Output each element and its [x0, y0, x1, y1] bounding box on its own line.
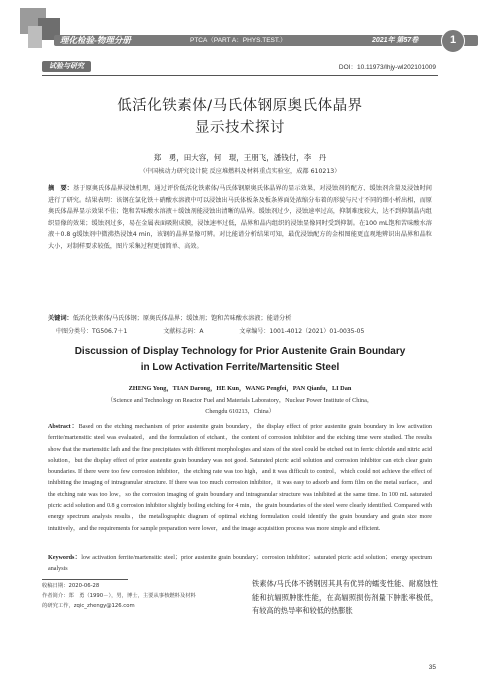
affiliation-en-line-2: Chengdu 610213，China） — [205, 408, 275, 415]
keywords-cn — [48, 313, 432, 325]
authors-en: ZHENG Yong，TIAN Darong，HE Kun，WANG Pengfei，PAN Qianfu，LI Dan — [128, 385, 352, 392]
footnote-bio-line-2: 的研究工作，zqic_zhengy@126.com — [42, 603, 135, 609]
affiliation-en-line-1: （Science and Technology on Reactor Fuel and Materials Laboratory，Nuclear Power Institute of China， — [106, 397, 374, 404]
footnote-received: 收稿日期：2020-06-28 — [42, 583, 100, 589]
journal-header — [0, 0, 480, 60]
abstract-en-label: Abstract： — [48, 424, 79, 430]
journal-english-name: PTCA（PART A：PHYS.TEST.） — [190, 37, 287, 44]
title-en-line-1: Discussion of Display Technology for Prior Austenite Grain Boundary — [74, 346, 406, 357]
header-rule — [42, 75, 438, 76]
keywords-cn-label: 关键词： — [48, 315, 73, 322]
title-cn-line-1: 低活化铁素体/马氏体钢原奥氏体晶界 — [117, 98, 363, 114]
footnote-rule — [42, 579, 128, 580]
keywords-en — [48, 553, 432, 576]
keywords-cn-text: 低活化铁素体/马氏体钢；原奥氏体晶界；缓蚀剂；饱和苦味酸水溶液；能谱分析 — [72, 315, 292, 322]
abstract-cn-label: 摘 要： — [48, 185, 74, 192]
title-en-line-2: in Low Activation Ferrite/Martensitic Steel — [140, 362, 340, 373]
year-volume: 2021年 第57卷 — [372, 37, 419, 44]
abstract-en — [48, 422, 432, 535]
keywords-en-text: low activation ferrite/martensitic steel；prior austenite grain boundary；corrosion inhibitor；saturated picric acid solution；energy spectrum analysis — [48, 555, 432, 573]
abstract-cn — [48, 183, 432, 252]
issue-number: 1 — [441, 29, 465, 53]
clc-number: 中图分类号：TG506.7＋1 — [56, 328, 128, 335]
authors-cn: 郑 勇，田大容，何 琨，王朋飞，潘钱付，李 丹 — [153, 153, 327, 162]
title-cn-line-2: 显示技术探讨 — [195, 120, 285, 136]
body-text-right-column: 铁素体/马氏体不锈钢因其具有优异的蠕变性能、耐腐蚀性能和抗辐照肿胀性能，在高辐照损伤剂量下肿胀率极低，有较高的热导率和较低的热膨胀 — [252, 579, 438, 615]
page-number: 35 — [428, 664, 436, 671]
article-number: 文章编号：1001-4012（2021）01-0035-05 — [239, 328, 365, 335]
section-tag: 试验与研究 — [42, 61, 91, 72]
footnote-bio-line-1: 作者简介：郑 勇（1990－），男，博士，主要从事核燃料及材料 — [42, 593, 196, 599]
document-code: 文献标志码：A — [163, 328, 204, 335]
affiliation-cn: （中国核动力研究设计院 反应堆燃料及材料重点实验室，成都 610213） — [139, 168, 341, 175]
doi: DOI：10.11973/lhjy-wl202101009 — [338, 64, 436, 71]
keywords-en-label: Keywords： — [48, 555, 82, 561]
journal-name: 理化检验-物理分册 — [60, 35, 131, 45]
abstract-en-text: Based on the etching mechanism of prior austenite grain boundary，the display effect of prior austenite grain boundary in low activation ferrite/martensitic steel was evaluated，and the formulation of etchant，the content of corrosion inhibitor and the etching time were studied. The results show that the martensitic lath and the fine precipitates with different morphologies and sizes of the steel could be etched out in ferric chloride and nitric acid solution，but the display effect of prior austenite grain boundary was not good. Saturated picric acid solution and corrosion inhibitor can etch clear grain boundaries. If there were too few corrosion inhibitor，the etching rate was too high，and it was difficult to control，which could not achieve the effect of inhibiting the imaging of intragranular structure. If there was too much corrosion inhibitor，it was easy to adsorb and form film on the metal surface，and the etching rate was too low，so the corrosion imaging of grain boundary and intragranular structure was inhibited at the same time. In 100 mL saturated picric acid solution and 0.8 g corrosion inhibitor slightly boiling etching for 4 min，the grain boundaries of the steel were clearly identified. Compared with energy spectrum analysis results，the metallographic diagram of optimal etching formulation could identify the grain boundary and grain size more intuitively，and the requirements for sample preparation were lower，and the image acquisition process was more simple and efficient. — [48, 424, 432, 532]
classification-line — [56, 326, 436, 335]
abstract-cn-text: 基于原奥氏体晶界浸蚀机理，通过评价低活化铁素体/马氏体钢原奥氏体晶界的显示效果，对浸蚀剂的配方、缓蚀剂含量及浸蚀时间进行了研究。结果表明：该钢在氯化铁＋硝酸水溶液中可以浸蚀出马氏体板条及板条界面处浓缩分布着的形貌与尺寸不同的细小析出相，而原奥氏体晶界显示效果不佳；饱和苦味酸水溶液＋缓蚀剂能浸蚀出清晰的晶界。缓蚀剂过少，浸蚀速率过高，抑制难度较大，达不到抑制晶内组织显像的效果；缓蚀剂过多，易在金属表面吸附成膜，浸蚀速率过低，晶界和晶内组织的浸蚀显像同时受到抑制。在100 mL饱和苦味酸水溶液＋0.8 g缓蚀剂中微沸热浸蚀4 min，该钢的晶界显像可辨。对比能谱分析结果可知，最优浸蚀配方的金相图能更直观地辨识出晶界和晶粒大小，对制样要求较低，图片采集过程更加简单、高效。 — [48, 185, 432, 250]
